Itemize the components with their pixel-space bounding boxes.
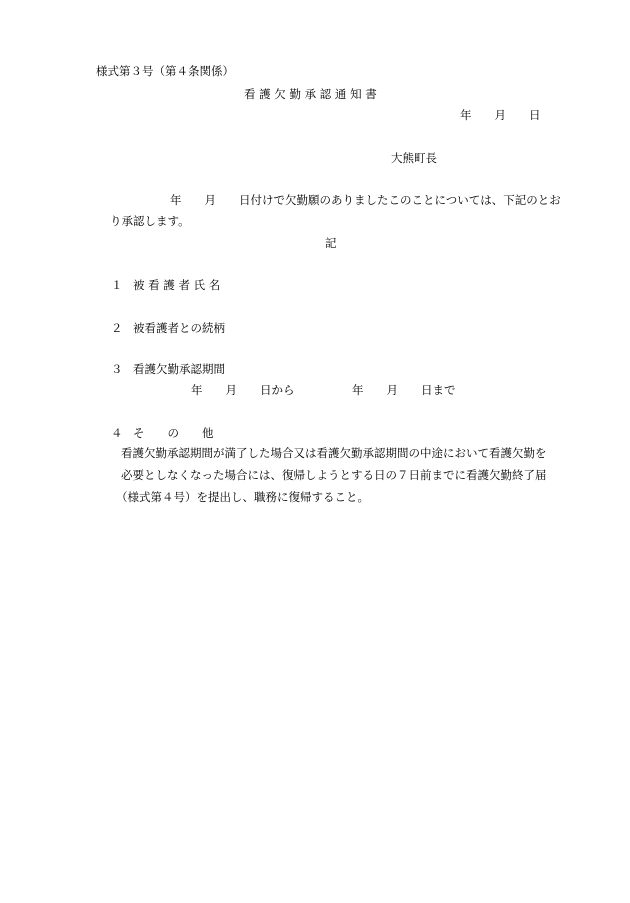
document-title: 看 護 欠 勤 承 認 通 知 書 [244, 87, 377, 101]
item-1-label: 被 看 護 者 氏 名 [133, 278, 221, 292]
item-4-note-line1: 看護欠勤承認期間が満了した場合又は看護欠勤承認期間の中途において看護欠勤を [121, 446, 547, 460]
body-text-line1: 年 月 日付けで欠勤願のありましたこのことについては、下記のとお [170, 193, 561, 207]
item-2-number: ２ [111, 321, 123, 335]
form-label: 様式第３号（第４条関係） [96, 64, 234, 78]
item-1-number: １ [111, 278, 123, 292]
body-text-line2: り承認します。 [110, 214, 190, 228]
item-3-number: ３ [111, 362, 123, 376]
item-3-label: 看護欠勤承認期間 [133, 362, 225, 376]
item-4-note-line3: （様式第４号）を提出し、職務に復帰すること。 [116, 490, 369, 504]
item-4-number: ４ [111, 426, 123, 440]
issuer-name: 大熊町長 [391, 151, 437, 165]
item-2-label: 被看護者との続柄 [133, 321, 225, 335]
date-line: 年 月 日 [460, 108, 541, 122]
item-3-period: 年 月 日から 年 月 日まで [191, 383, 456, 397]
item-4-note-line2: 必要としなくなった場合には、復帰しようとする日の７日前までに看護欠勤終了届 [121, 468, 547, 482]
ki-heading: 記 [325, 236, 337, 250]
item-4-label: そ の 他 [133, 426, 214, 440]
